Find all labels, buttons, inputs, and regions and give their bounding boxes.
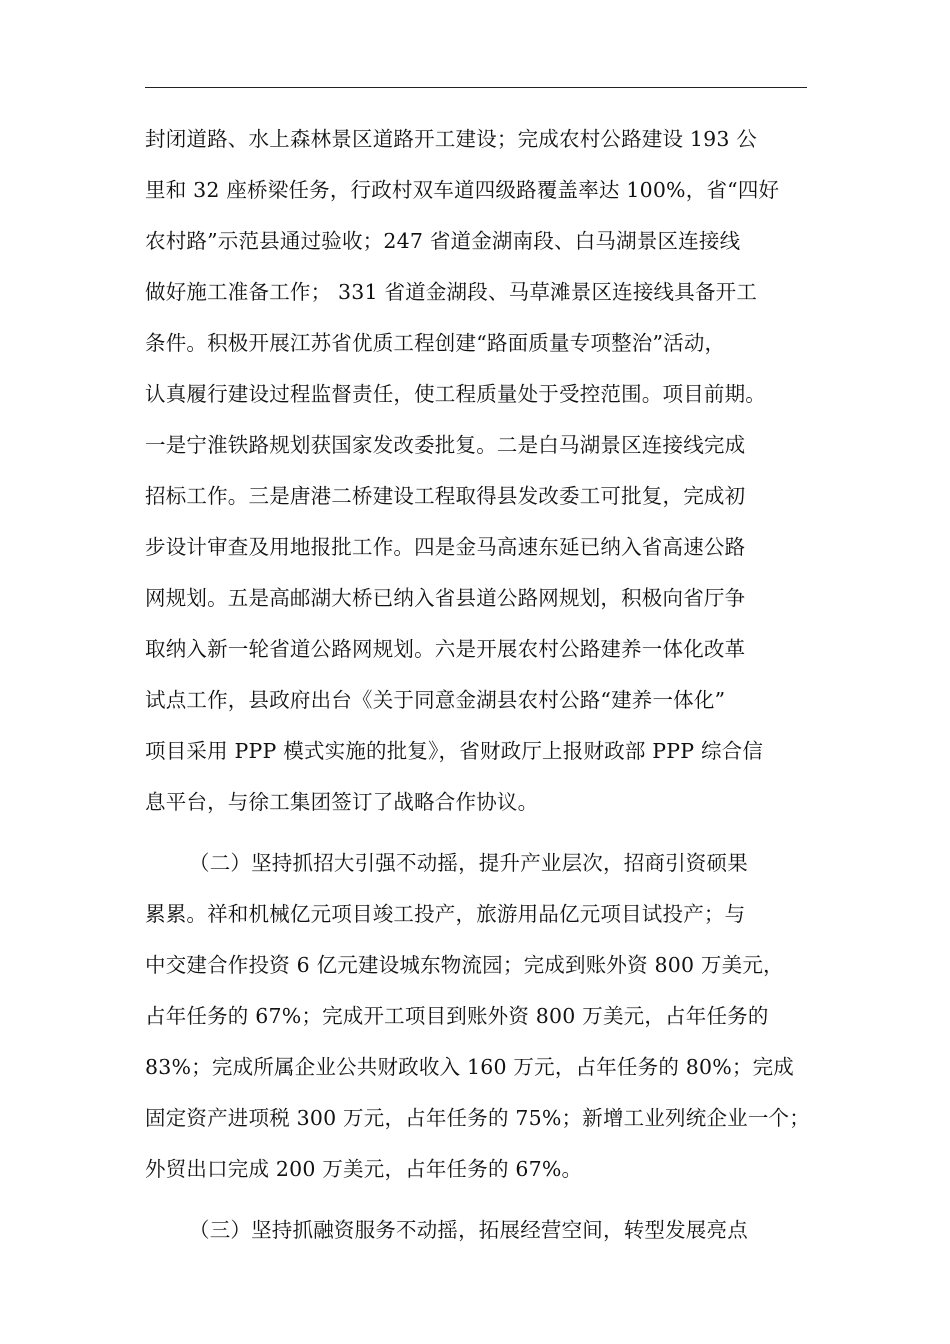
text-line: 招标工作。三是唐港二桥建设工程取得县发改委工可批复，完成初 bbox=[145, 484, 746, 508]
text-line: 外贸出口完成 200 万美元，占年任务的 67%。 bbox=[145, 1157, 583, 1181]
text-line: 封闭道路、水上森林景区道路开工建设；完成农村公路建设 193 公 bbox=[145, 127, 758, 151]
text-line: 固定资产进项税 300 万元，占年任务的 75%；新增工业列统企业一个； bbox=[145, 1106, 810, 1130]
paragraph-2 bbox=[145, 842, 825, 1199]
text-line: 息平台，与徐工集团签订了战略合作协议。 bbox=[145, 790, 539, 814]
text-line: 累累。祥和机械亿元项目竣工投产，旅游用品亿元项目试投产；与 bbox=[145, 902, 746, 926]
header-rule bbox=[145, 87, 807, 88]
text-line: 83%；完成所属企业公共财政收入 160 万元，占年任务的 80%；完成 bbox=[145, 1055, 795, 1079]
paragraph-3 bbox=[145, 1209, 825, 1260]
text-line: 条件。积极开展江苏省优质工程创建“路面质量专项整治”活动， bbox=[145, 331, 726, 355]
text-line: （二）坚持抓招大引强不动摇，提升产业层次，招商引资硕果 bbox=[189, 851, 748, 875]
text-line: 农村路”示范县通过验收；247 省道金湖南段、白马湖景区连接线 bbox=[145, 229, 741, 253]
text-line: 占年任务的 67%；完成开工项目到账外资 800 万美元，占年任务的 bbox=[145, 1004, 769, 1028]
text-line: 步设计审查及用地报批工作。四是金马高速东延已纳入省高速公路 bbox=[145, 535, 746, 559]
text-line: （三）坚持抓融资服务不动摇，拓展经营空间，转型发展亮点 bbox=[189, 1218, 748, 1242]
text-line: 一是宁淮铁路规划获国家发改委批复。二是白马湖景区连接线完成 bbox=[145, 433, 746, 457]
text-line: 做好施工准备工作； 331 省道金湖段、马草滩景区连接线具备开工 bbox=[145, 280, 758, 304]
text-line: 网规划。五是高邮湖大桥已纳入省县道公路网规划，积极向省厅争 bbox=[145, 586, 746, 610]
text-line: 里和 32 座桥梁任务，行政村双车道四级路覆盖率达 100%，省“四好 bbox=[145, 178, 780, 202]
body-text bbox=[145, 118, 825, 1260]
text-line: 试点工作，县政府出台《关于同意金湖县农村公路“建养一体化” bbox=[145, 688, 726, 712]
text-line: 中交建合作投资 6 亿元建设城东物流园；完成到账外资 800 万美元， bbox=[145, 953, 784, 977]
text-line: 认真履行建设过程监督责任，使工程质量处于受控范围。项目前期。 bbox=[145, 382, 766, 406]
text-line: 取纳入新一轮省道公路网规划。六是开展农村公路建养一体化改革 bbox=[145, 637, 746, 661]
text-line: 项目采用 PPP 模式实施的批复》，省财政厅上报财政部 PPP 综合信 bbox=[145, 739, 764, 763]
paragraph-1 bbox=[145, 118, 825, 832]
